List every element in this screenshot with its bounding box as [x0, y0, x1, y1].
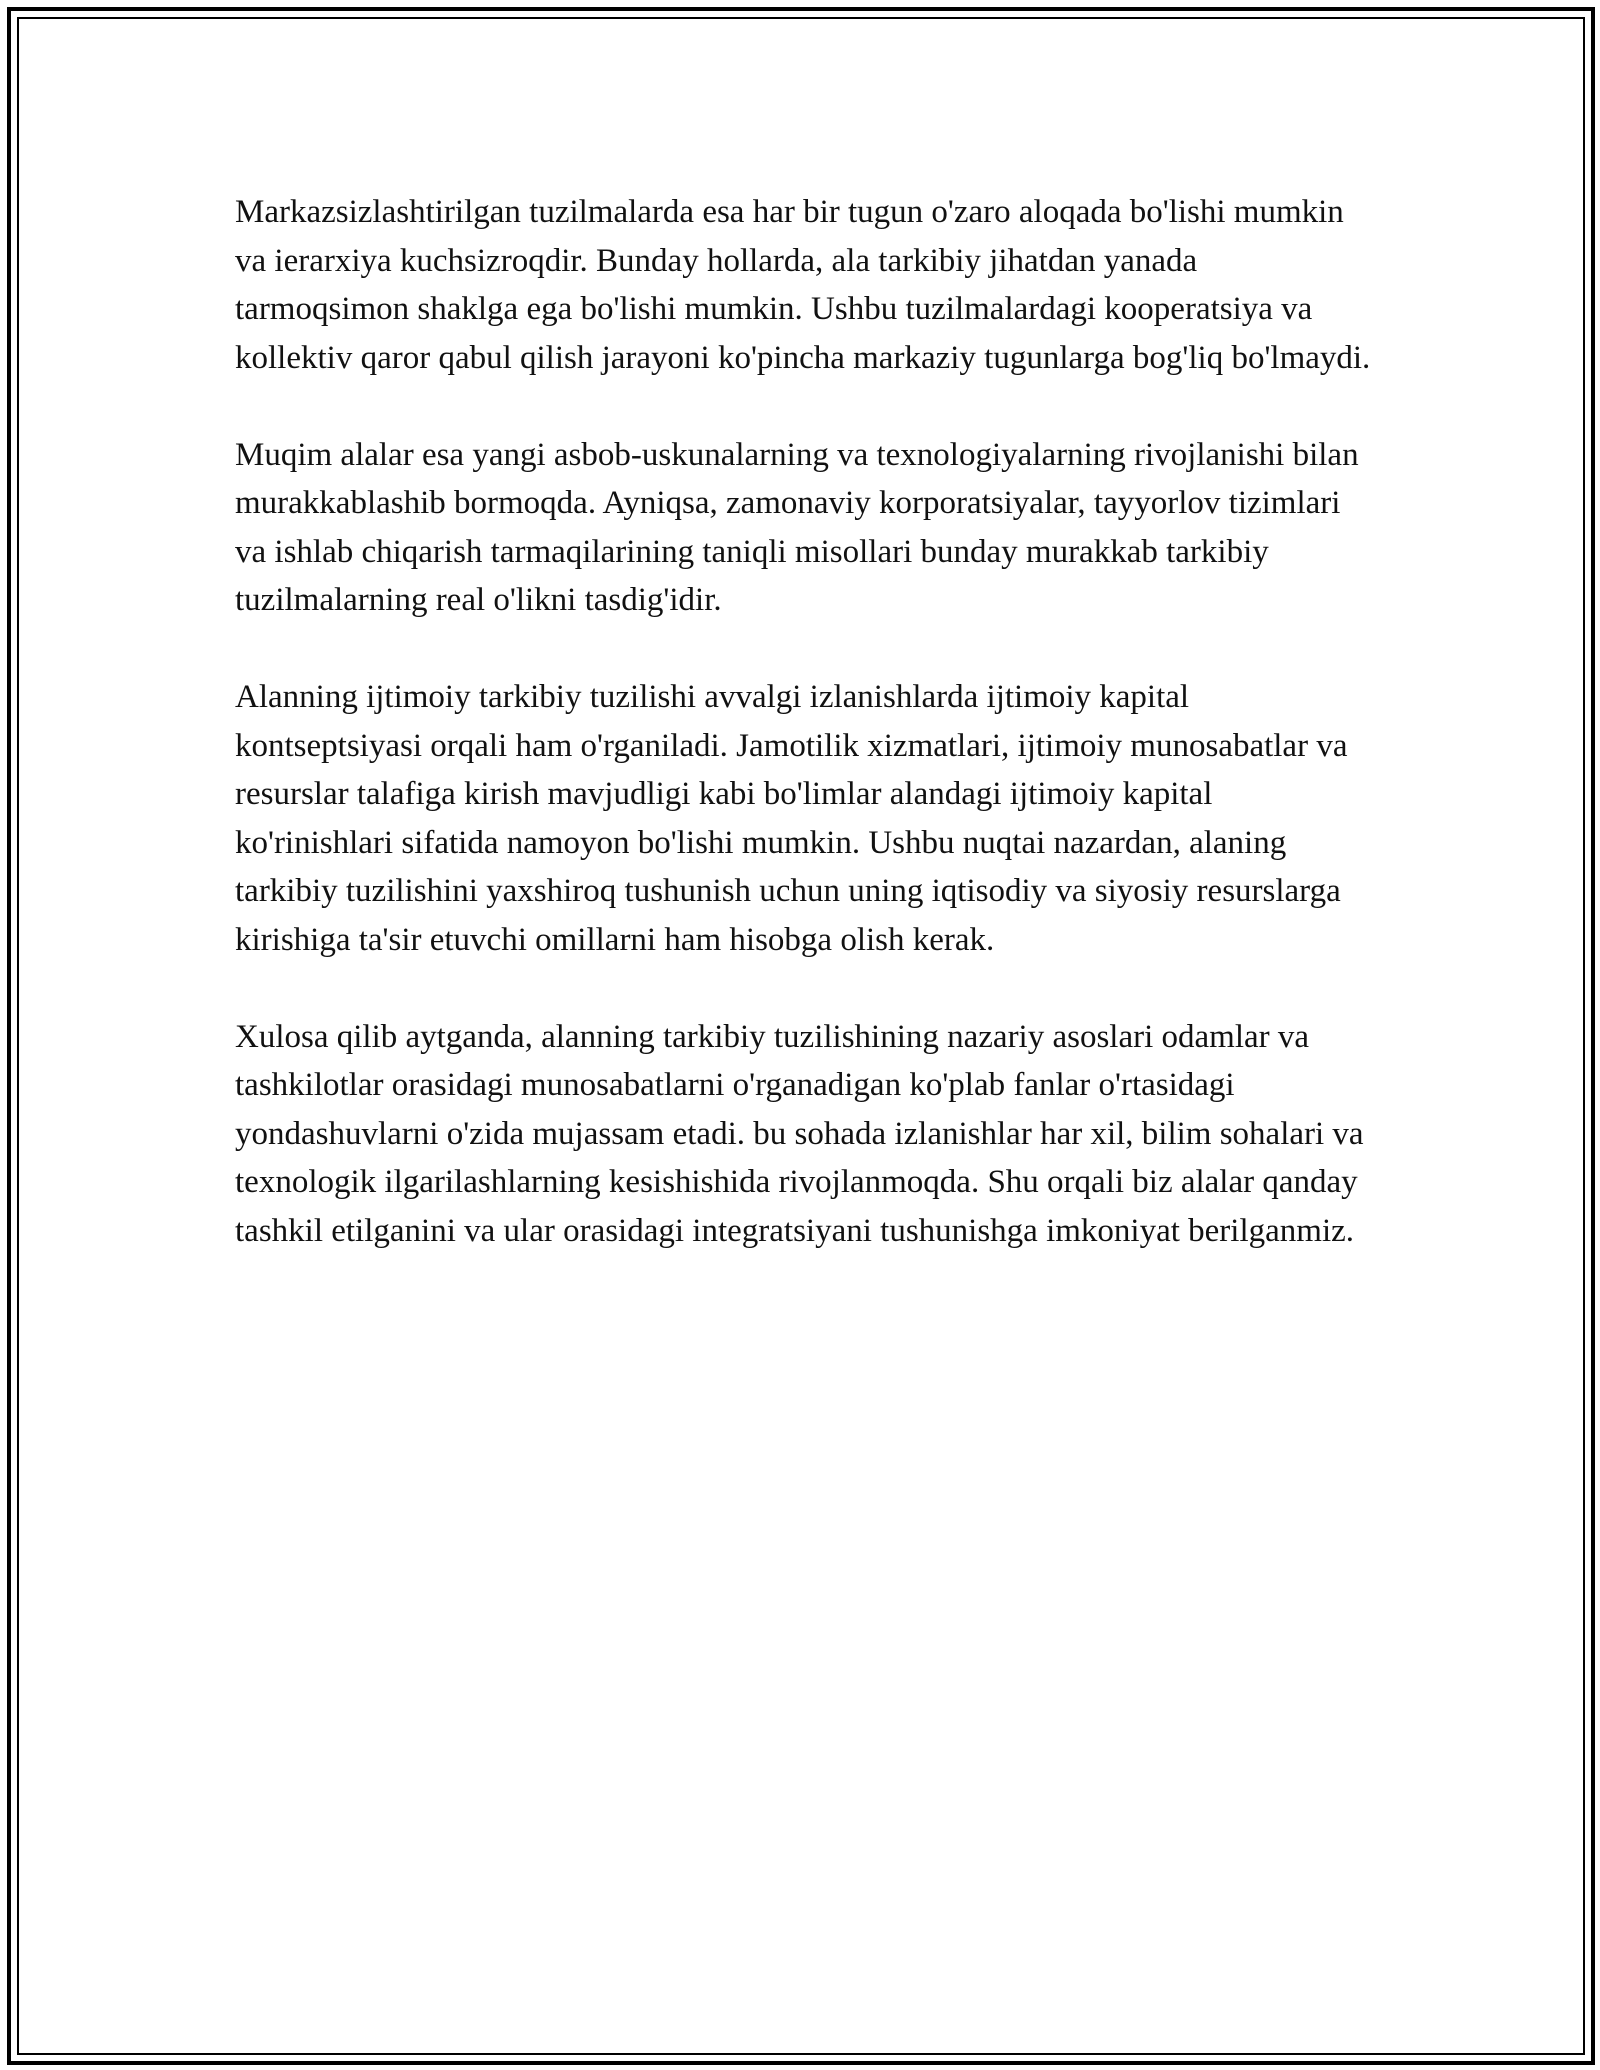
- document-body: [235, 188, 1375, 1304]
- paragraph-2: Muqim alalar esa yangi asbob-uskunalarning va texnologiyalarning rivojlanishi bilan murakkablashib bormoqda. Ayniqsa, zamonaviy korporatsiyalar, tayyorlov tizimlari va ishlab chiqarish tarmaqilarining taniqli misollari bunday murakkab tarkibiy tuzilmalarning real o'likni tasdig'idir.: [235, 436, 1359, 618]
- paragraph-3: Alanning ijtimoiy tarkibiy tuzilishi avvalgi izlanishlarda ijtimoiy kapital kontseptsiyasi orqali ham o'rganiladi. Jamotilik xizmatlari, ijtimoiy munosabatlar va resurslar talafiga kirish mavjudligi kabi bo'limlar alandagi ijtimoiy kapital ko'rinishlari sifatida namoyon bo'lishi mumkin. Ushbu nuqtai nazardan, alaning tarkibiy tuzilishini yaxshiroq tushunish uchun uning iqtisodiy va siyosiy resurslarga kirishiga ta'sir etuvchi omillarni ham hisobga olish kerak.: [235, 679, 1348, 958]
- paragraph-4: Xulosa qilib aytganda, alanning tarkibiy tuzilishining nazariy asoslari odamlar va tashkilotlar orasidagi munosabatlarni o'rganadigan ko'plab fanlar o'rtasidagi yondashuvlarni o'zida mujassam etadi. bu sohada izlanishlar har xil, bilim sohalari va texnologik ilgarilashlarning kesishishida rivojlanmoqda. Shu orqali biz alalar qanday tashkil etilganini va ular orasidagi integratsiyani tushunishga imkoniyat berilganmiz.: [235, 1018, 1364, 1249]
- paragraph-1: Markazsizlashtirilgan tuzilmalarda esa har bir tugun o'zaro aloqada bo'lishi mumkin va ierarxiya kuchsizroqdir. Bunday hollarda, ala tarkibiy jihatdan yanada tarmoqsimon shaklga ega bo'lishi mumkin. Ushbu tuzilmalardagi kooperatsiya va kollektiv qaror qabul qilish jarayoni ko'pincha markaziy tugunlarga bog'liq bo'lmaydi.: [235, 194, 1371, 376]
